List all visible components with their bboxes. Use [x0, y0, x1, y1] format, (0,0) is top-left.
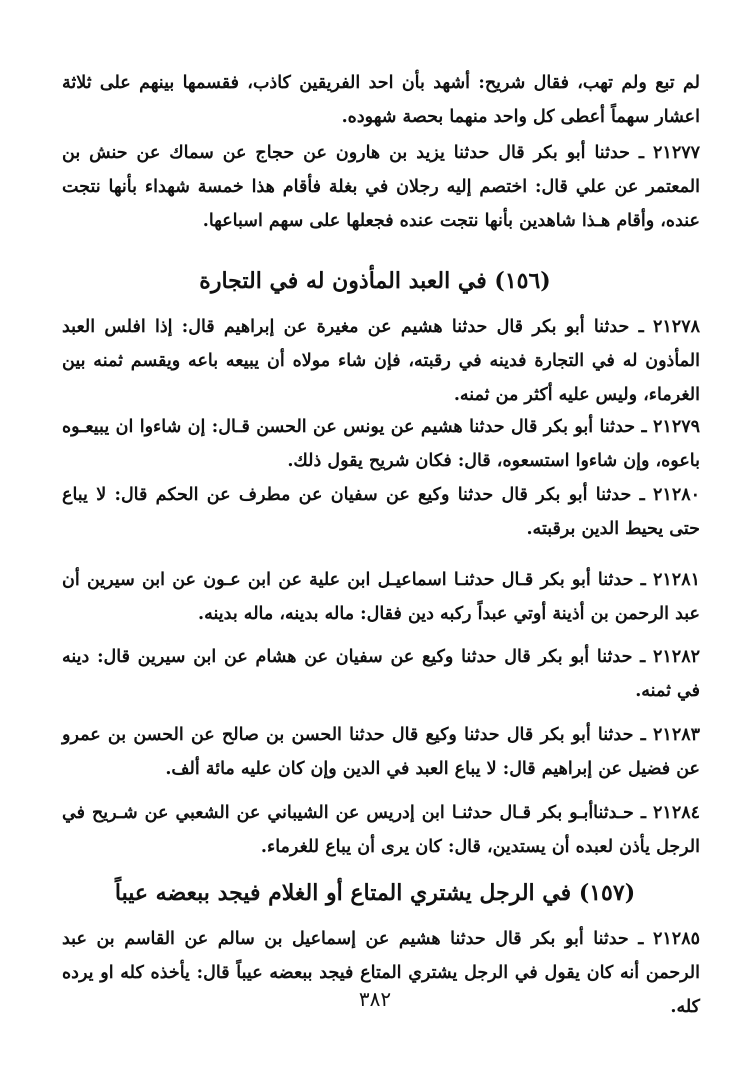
- hadith-text: ـ حدثنا أبو بكر قال حدثنا هشيم عن يونس عن الحسن قـال: إن شاءوا ان يبيعـوه باعوه، وإن شاءوا استسعوه، قال: فكان شريح يقول ذلك.: [62, 417, 700, 471]
- hadith-21280: [62, 478, 700, 546]
- hadith-number: ٢١٢٧٩: [653, 417, 701, 437]
- page-number: ٣٨٢: [358, 987, 392, 1011]
- paragraph-continuation: [62, 66, 700, 134]
- hadith-number: ٢١٢٨٣: [653, 725, 701, 745]
- hadith-number: ٢١٢٧٧: [653, 143, 701, 163]
- hadith-number: ٢١٢٧٨: [653, 317, 700, 337]
- hadith-text: ـ حدثنا أبو بكر قال حدثنا هشيم عن مغيرة عن إبراهيم قال: إذا افلس العبد المأذون له في التجارة فدينه في رقبته، فإن شاء مولاه أن يبيعه باعه ويقسم ثمنه بين الغرماء، وليس عليه أكثر من ثمنه.: [62, 317, 700, 405]
- section-heading-156: (١٥٦) في العبد المأذون له في التجارة: [199, 268, 551, 294]
- hadith-number: ٢١٢٨٠: [653, 485, 701, 505]
- hadith-text: ـ حدثنا أبو بكر قـال حدثنـا اسماعيـل ابن علية عن ابن عـون عن ابن سيرين أن عبد الرحمن بن أذينة أوتي عبداً ركبه دين فقال: ماله بدينه، ماله بدينه.: [62, 570, 700, 624]
- hadith-21282: [62, 640, 700, 708]
- hadith-text: ـ حدثنا أبو بكر قال حدثنا وكيع عن سفيان عن مطرف عن الحكم قال: لا يباع حتى يحيط الدين برقبته.: [62, 485, 700, 539]
- hadith-21284: [62, 796, 700, 864]
- hadith-text: ـ حدثنا أبو بكر قال حدثنا يزيد بن هارون عن حجاج عن سماك عن حنش بن المعتمر عن علي قال: اختصم إليه رجلان في بغلة فأقام هذا خمسة شهداء بأنها نتجت عنده، وأقام هـذا شاهدين بأنها نتجت عنده فجعلها على سهم اسباعها.: [62, 143, 700, 231]
- hadith-text: ـ حدثنا أبو بكر قال حدثنا وكيع قال حدثنا الحسن بن صالح عن الحسن بن عمرو عن فضيل عن إبراهيم قال: لا يباع العبد في الدين وإن كان عليه مائة ألف.: [62, 725, 700, 779]
- hadith-text: ـ حدثنا أبو بكر قال حدثنا هشيم عن إسماعيل بن سالم عن القاسم بن عبد الرحمن أنه كان يقول في الرجل يشتري المتاع فيجد ببعضه عيباً قال: يأخذه كله او يرده كله.: [62, 929, 700, 1017]
- hadith-text: ـ حدثنا أبو بكر قال حدثنا وكيع عن سفيان عن هشام عن ابن سيرين قال: دينه في ثمنه.: [62, 647, 700, 701]
- hadith-text: ـ حـدثناأبـو بكر قـال حدثنـا ابن إدريس عن الشيباني عن الشعبي عن شـريح في الرجل يأذن لعبده أن يستدين، قال: كان يرى أن يباع للغرماء.: [62, 803, 700, 857]
- paragraph-text: لم تبع ولم تهب، فقال شريح: أشهد بأن احد الفريقين كاذب، فقسمها بينهم على ثلاثة اعشار سهماً أعطى كل واحد منهما بحصة شهوده.: [62, 73, 700, 127]
- hadith-21278: [62, 310, 700, 412]
- hadith-number: ٢١٢٨١: [653, 570, 700, 590]
- hadith-21283: [62, 718, 700, 786]
- hadith-21279: [62, 410, 700, 478]
- hadith-21277: [62, 136, 700, 238]
- section-heading-157: (١٥٧) في الرجل يشتري المتاع أو الغلام فيجد ببعضه عيباً: [114, 880, 636, 906]
- hadith-number: ٢١٢٨٥: [653, 929, 700, 949]
- hadith-number: ٢١٢٨٤: [653, 803, 701, 823]
- hadith-number: ٢١٢٨٢: [653, 647, 700, 667]
- hadith-21281: [62, 563, 700, 631]
